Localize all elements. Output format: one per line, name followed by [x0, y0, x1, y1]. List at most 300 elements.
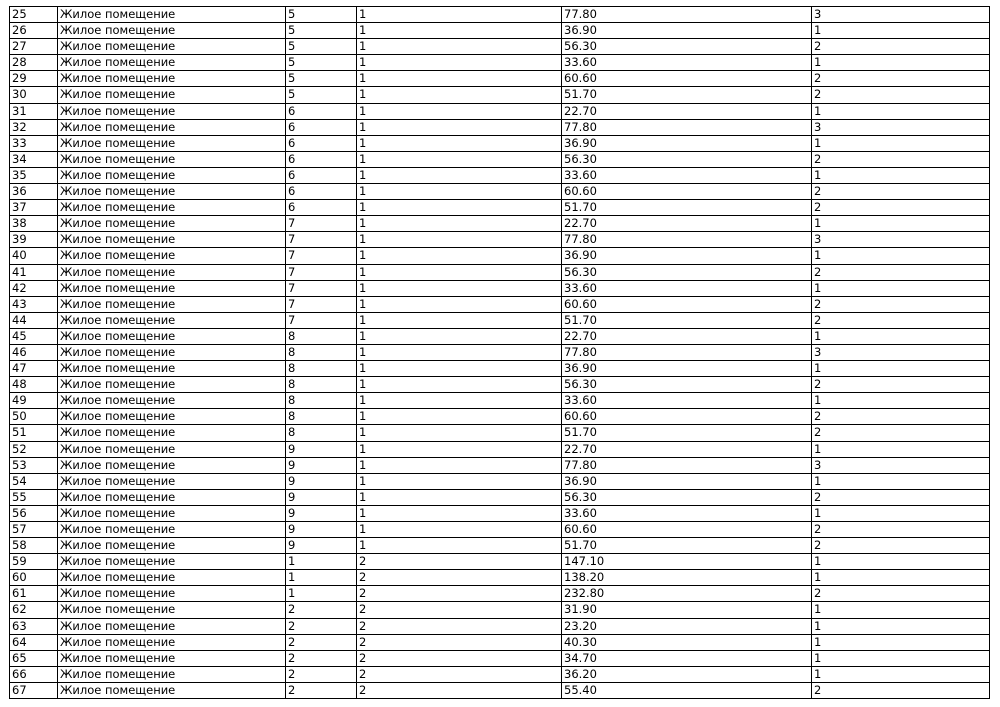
- rooms-cell: 2: [812, 538, 990, 554]
- table-row: [10, 570, 990, 586]
- premises-type-cell: Жилое помещение: [58, 216, 286, 232]
- table-row: [10, 344, 990, 360]
- section-cell: 1: [357, 216, 562, 232]
- area-cell: 33.60: [562, 393, 812, 409]
- table-row: [10, 522, 990, 538]
- table-row: [10, 441, 990, 457]
- rooms-cell: 1: [812, 361, 990, 377]
- rooms-cell: 1: [812, 666, 990, 682]
- rooms-cell: 1: [812, 167, 990, 183]
- premises-type-cell: Жилое помещение: [58, 554, 286, 570]
- section-cell: 1: [357, 473, 562, 489]
- area-cell: 34.70: [562, 650, 812, 666]
- table-row: [10, 377, 990, 393]
- rooms-cell: 2: [812, 489, 990, 505]
- floor-cell: 7: [286, 248, 357, 264]
- floor-cell: 8: [286, 409, 357, 425]
- floor-cell: 2: [286, 634, 357, 650]
- premises-type-cell: Жилое помещение: [58, 409, 286, 425]
- section-cell: 1: [357, 151, 562, 167]
- rooms-cell: 3: [812, 344, 990, 360]
- row-number-cell: 28: [10, 55, 58, 71]
- area-cell: 22.70: [562, 441, 812, 457]
- premises-type-cell: Жилое помещение: [58, 296, 286, 312]
- table-row: [10, 7, 990, 23]
- area-cell: 33.60: [562, 505, 812, 521]
- area-cell: 31.90: [562, 602, 812, 618]
- floor-cell: 9: [286, 522, 357, 538]
- section-cell: 2: [357, 586, 562, 602]
- row-number-cell: 35: [10, 167, 58, 183]
- premises-type-cell: Жилое помещение: [58, 618, 286, 634]
- table-row: [10, 538, 990, 554]
- row-number-cell: 63: [10, 618, 58, 634]
- premises-type-cell: Жилое помещение: [58, 586, 286, 602]
- section-cell: 1: [357, 441, 562, 457]
- row-number-cell: 61: [10, 586, 58, 602]
- section-cell: 1: [357, 312, 562, 328]
- rooms-cell: 3: [812, 232, 990, 248]
- premises-type-cell: Жилое помещение: [58, 280, 286, 296]
- table-row: [10, 103, 990, 119]
- section-cell: 1: [357, 232, 562, 248]
- rooms-cell: 1: [812, 505, 990, 521]
- premises-type-cell: Жилое помещение: [58, 39, 286, 55]
- section-cell: 1: [357, 409, 562, 425]
- section-cell: 1: [357, 489, 562, 505]
- section-cell: 1: [357, 87, 562, 103]
- table-row: [10, 650, 990, 666]
- area-cell: 77.80: [562, 344, 812, 360]
- section-cell: 1: [357, 328, 562, 344]
- section-cell: 2: [357, 666, 562, 682]
- section-cell: 1: [357, 184, 562, 200]
- premises-type-cell: Жилое помещение: [58, 184, 286, 200]
- table-row: [10, 618, 990, 634]
- premises-table-body: [10, 7, 990, 699]
- premises-type-cell: Жилое помещение: [58, 344, 286, 360]
- section-cell: 1: [357, 39, 562, 55]
- floor-cell: 2: [286, 602, 357, 618]
- table-row: [10, 328, 990, 344]
- rooms-cell: 1: [812, 554, 990, 570]
- rooms-cell: 3: [812, 457, 990, 473]
- table-row: [10, 119, 990, 135]
- area-cell: 33.60: [562, 280, 812, 296]
- area-cell: 56.30: [562, 39, 812, 55]
- row-number-cell: 48: [10, 377, 58, 393]
- rooms-cell: 2: [812, 200, 990, 216]
- row-number-cell: 29: [10, 71, 58, 87]
- floor-cell: 5: [286, 87, 357, 103]
- table-row: [10, 586, 990, 602]
- table-row: [10, 554, 990, 570]
- row-number-cell: 26: [10, 23, 58, 39]
- floor-cell: 6: [286, 103, 357, 119]
- section-cell: 1: [357, 23, 562, 39]
- row-number-cell: 55: [10, 489, 58, 505]
- rooms-cell: 2: [812, 586, 990, 602]
- row-number-cell: 27: [10, 39, 58, 55]
- premises-type-cell: Жилое помещение: [58, 328, 286, 344]
- rooms-cell: 1: [812, 103, 990, 119]
- rooms-cell: 1: [812, 618, 990, 634]
- row-number-cell: 30: [10, 87, 58, 103]
- premises-type-cell: Жилое помещение: [58, 505, 286, 521]
- floor-cell: 7: [286, 232, 357, 248]
- area-cell: 40.30: [562, 634, 812, 650]
- premises-type-cell: Жилое помещение: [58, 119, 286, 135]
- table-row: [10, 71, 990, 87]
- section-cell: 2: [357, 554, 562, 570]
- premises-type-cell: Жилое помещение: [58, 135, 286, 151]
- row-number-cell: 58: [10, 538, 58, 554]
- area-cell: 22.70: [562, 103, 812, 119]
- row-number-cell: 43: [10, 296, 58, 312]
- row-number-cell: 57: [10, 522, 58, 538]
- rooms-cell: 2: [812, 71, 990, 87]
- premises-type-cell: Жилое помещение: [58, 87, 286, 103]
- floor-cell: 9: [286, 505, 357, 521]
- premises-type-cell: Жилое помещение: [58, 7, 286, 23]
- floor-cell: 7: [286, 280, 357, 296]
- table-row: [10, 55, 990, 71]
- rooms-cell: 1: [812, 248, 990, 264]
- premises-type-cell: Жилое помещение: [58, 441, 286, 457]
- row-number-cell: 56: [10, 505, 58, 521]
- premises-type-cell: Жилое помещение: [58, 682, 286, 698]
- row-number-cell: 60: [10, 570, 58, 586]
- row-number-cell: 36: [10, 184, 58, 200]
- area-cell: 56.30: [562, 489, 812, 505]
- floor-cell: 9: [286, 538, 357, 554]
- row-number-cell: 45: [10, 328, 58, 344]
- premises-type-cell: Жилое помещение: [58, 457, 286, 473]
- row-number-cell: 33: [10, 135, 58, 151]
- section-cell: 2: [357, 650, 562, 666]
- area-cell: 33.60: [562, 55, 812, 71]
- area-cell: 51.70: [562, 538, 812, 554]
- floor-cell: 5: [286, 23, 357, 39]
- premises-type-cell: Жилое помещение: [58, 666, 286, 682]
- section-cell: 1: [357, 248, 562, 264]
- area-cell: 60.60: [562, 522, 812, 538]
- rooms-cell: 1: [812, 393, 990, 409]
- floor-cell: 9: [286, 441, 357, 457]
- floor-cell: 6: [286, 151, 357, 167]
- rooms-cell: 2: [812, 264, 990, 280]
- floor-cell: 5: [286, 39, 357, 55]
- table-row: [10, 200, 990, 216]
- area-cell: 36.90: [562, 361, 812, 377]
- row-number-cell: 66: [10, 666, 58, 682]
- row-number-cell: 52: [10, 441, 58, 457]
- floor-cell: 6: [286, 200, 357, 216]
- section-cell: 1: [357, 7, 562, 23]
- floor-cell: 9: [286, 473, 357, 489]
- area-cell: 232.80: [562, 586, 812, 602]
- floor-cell: 9: [286, 489, 357, 505]
- area-cell: 60.60: [562, 409, 812, 425]
- floor-cell: 5: [286, 55, 357, 71]
- premises-table: [9, 6, 990, 699]
- floor-cell: 6: [286, 184, 357, 200]
- area-cell: 60.60: [562, 184, 812, 200]
- row-number-cell: 34: [10, 151, 58, 167]
- row-number-cell: 39: [10, 232, 58, 248]
- area-cell: 23.20: [562, 618, 812, 634]
- table-row: [10, 361, 990, 377]
- table-row: [10, 248, 990, 264]
- rooms-cell: 1: [812, 328, 990, 344]
- floor-cell: 8: [286, 328, 357, 344]
- row-number-cell: 47: [10, 361, 58, 377]
- table-row: [10, 682, 990, 698]
- area-cell: 36.20: [562, 666, 812, 682]
- table-row: [10, 634, 990, 650]
- rooms-cell: 2: [812, 184, 990, 200]
- area-cell: 56.30: [562, 264, 812, 280]
- rooms-cell: 2: [812, 296, 990, 312]
- row-number-cell: 41: [10, 264, 58, 280]
- row-number-cell: 50: [10, 409, 58, 425]
- premises-type-cell: Жилое помещение: [58, 55, 286, 71]
- floor-cell: 7: [286, 312, 357, 328]
- area-cell: 51.70: [562, 87, 812, 103]
- area-cell: 51.70: [562, 200, 812, 216]
- section-cell: 1: [357, 457, 562, 473]
- premises-type-cell: Жилое помещение: [58, 23, 286, 39]
- table-row: [10, 296, 990, 312]
- floor-cell: 2: [286, 650, 357, 666]
- table-row: [10, 505, 990, 521]
- row-number-cell: 49: [10, 393, 58, 409]
- rooms-cell: 1: [812, 55, 990, 71]
- premises-type-cell: Жилое помещение: [58, 602, 286, 618]
- area-cell: 55.40: [562, 682, 812, 698]
- premises-type-cell: Жилое помещение: [58, 425, 286, 441]
- row-number-cell: 37: [10, 200, 58, 216]
- floor-cell: 1: [286, 586, 357, 602]
- area-cell: 51.70: [562, 312, 812, 328]
- rooms-cell: 1: [812, 280, 990, 296]
- section-cell: 1: [357, 361, 562, 377]
- section-cell: 1: [357, 344, 562, 360]
- row-number-cell: 64: [10, 634, 58, 650]
- floor-cell: 8: [286, 344, 357, 360]
- section-cell: 1: [357, 505, 562, 521]
- rooms-cell: 1: [812, 570, 990, 586]
- floor-cell: 6: [286, 135, 357, 151]
- area-cell: 138.20: [562, 570, 812, 586]
- section-cell: 1: [357, 135, 562, 151]
- section-cell: 2: [357, 570, 562, 586]
- area-cell: 77.80: [562, 457, 812, 473]
- area-cell: 22.70: [562, 328, 812, 344]
- table-row: [10, 425, 990, 441]
- row-number-cell: 42: [10, 280, 58, 296]
- premises-table-page: [9, 6, 989, 699]
- rooms-cell: 2: [812, 682, 990, 698]
- table-row: [10, 280, 990, 296]
- section-cell: 2: [357, 602, 562, 618]
- floor-cell: 1: [286, 554, 357, 570]
- table-row: [10, 489, 990, 505]
- floor-cell: 8: [286, 377, 357, 393]
- section-cell: 1: [357, 167, 562, 183]
- section-cell: 1: [357, 71, 562, 87]
- area-cell: 56.30: [562, 377, 812, 393]
- section-cell: 1: [357, 393, 562, 409]
- floor-cell: 2: [286, 618, 357, 634]
- area-cell: 60.60: [562, 71, 812, 87]
- row-number-cell: 59: [10, 554, 58, 570]
- table-row: [10, 23, 990, 39]
- premises-type-cell: Жилое помещение: [58, 248, 286, 264]
- premises-type-cell: Жилое помещение: [58, 634, 286, 650]
- table-row: [10, 393, 990, 409]
- section-cell: 1: [357, 522, 562, 538]
- table-row: [10, 312, 990, 328]
- premises-type-cell: Жилое помещение: [58, 377, 286, 393]
- rooms-cell: 2: [812, 425, 990, 441]
- section-cell: 1: [357, 119, 562, 135]
- area-cell: 60.60: [562, 296, 812, 312]
- floor-cell: 1: [286, 570, 357, 586]
- table-row: [10, 457, 990, 473]
- table-row: [10, 409, 990, 425]
- table-row: [10, 473, 990, 489]
- floor-cell: 5: [286, 71, 357, 87]
- floor-cell: 2: [286, 666, 357, 682]
- area-cell: 77.80: [562, 7, 812, 23]
- area-cell: 22.70: [562, 216, 812, 232]
- rooms-cell: 1: [812, 441, 990, 457]
- premises-type-cell: Жилое помещение: [58, 538, 286, 554]
- area-cell: 51.70: [562, 425, 812, 441]
- row-number-cell: 54: [10, 473, 58, 489]
- premises-type-cell: Жилое помещение: [58, 103, 286, 119]
- section-cell: 1: [357, 296, 562, 312]
- section-cell: 1: [357, 103, 562, 119]
- row-number-cell: 25: [10, 7, 58, 23]
- row-number-cell: 31: [10, 103, 58, 119]
- table-row: [10, 602, 990, 618]
- section-cell: 2: [357, 618, 562, 634]
- rooms-cell: 2: [812, 151, 990, 167]
- row-number-cell: 32: [10, 119, 58, 135]
- rooms-cell: 1: [812, 23, 990, 39]
- table-row: [10, 232, 990, 248]
- table-row: [10, 39, 990, 55]
- area-cell: 33.60: [562, 167, 812, 183]
- table-row: [10, 216, 990, 232]
- row-number-cell: 67: [10, 682, 58, 698]
- table-row: [10, 184, 990, 200]
- table-row: [10, 167, 990, 183]
- rooms-cell: 3: [812, 7, 990, 23]
- section-cell: 1: [357, 200, 562, 216]
- area-cell: 36.90: [562, 135, 812, 151]
- table-row: [10, 87, 990, 103]
- area-cell: 77.80: [562, 119, 812, 135]
- premises-type-cell: Жилое помещение: [58, 473, 286, 489]
- premises-type-cell: Жилое помещение: [58, 361, 286, 377]
- premises-type-cell: Жилое помещение: [58, 232, 286, 248]
- rooms-cell: 2: [812, 87, 990, 103]
- rooms-cell: 2: [812, 522, 990, 538]
- rooms-cell: 1: [812, 650, 990, 666]
- floor-cell: 8: [286, 425, 357, 441]
- section-cell: 2: [357, 634, 562, 650]
- area-cell: 36.90: [562, 248, 812, 264]
- area-cell: 56.30: [562, 151, 812, 167]
- table-row: [10, 151, 990, 167]
- premises-type-cell: Жилое помещение: [58, 151, 286, 167]
- section-cell: 1: [357, 264, 562, 280]
- rooms-cell: 1: [812, 135, 990, 151]
- rooms-cell: 1: [812, 473, 990, 489]
- floor-cell: 8: [286, 361, 357, 377]
- row-number-cell: 40: [10, 248, 58, 264]
- row-number-cell: 44: [10, 312, 58, 328]
- premises-type-cell: Жилое помещение: [58, 570, 286, 586]
- rooms-cell: 1: [812, 602, 990, 618]
- row-number-cell: 38: [10, 216, 58, 232]
- floor-cell: 7: [286, 216, 357, 232]
- premises-type-cell: Жилое помещение: [58, 312, 286, 328]
- rooms-cell: 2: [812, 377, 990, 393]
- row-number-cell: 46: [10, 344, 58, 360]
- area-cell: 36.90: [562, 473, 812, 489]
- section-cell: 1: [357, 280, 562, 296]
- premises-type-cell: Жилое помещение: [58, 393, 286, 409]
- premises-type-cell: Жилое помещение: [58, 522, 286, 538]
- rooms-cell: 1: [812, 216, 990, 232]
- section-cell: 1: [357, 425, 562, 441]
- area-cell: 147.10: [562, 554, 812, 570]
- row-number-cell: 65: [10, 650, 58, 666]
- floor-cell: 6: [286, 167, 357, 183]
- rooms-cell: 2: [812, 39, 990, 55]
- row-number-cell: 62: [10, 602, 58, 618]
- floor-cell: 9: [286, 457, 357, 473]
- area-cell: 36.90: [562, 23, 812, 39]
- table-row: [10, 666, 990, 682]
- floor-cell: 6: [286, 119, 357, 135]
- floor-cell: 7: [286, 296, 357, 312]
- floor-cell: 5: [286, 7, 357, 23]
- premises-type-cell: Жилое помещение: [58, 71, 286, 87]
- section-cell: 2: [357, 682, 562, 698]
- rooms-cell: 2: [812, 312, 990, 328]
- premises-type-cell: Жилое помещение: [58, 200, 286, 216]
- floor-cell: 2: [286, 682, 357, 698]
- premises-type-cell: Жилое помещение: [58, 167, 286, 183]
- section-cell: 1: [357, 55, 562, 71]
- rooms-cell: 3: [812, 119, 990, 135]
- area-cell: 77.80: [562, 232, 812, 248]
- table-row: [10, 135, 990, 151]
- rooms-cell: 2: [812, 409, 990, 425]
- row-number-cell: 51: [10, 425, 58, 441]
- table-row: [10, 264, 990, 280]
- premises-type-cell: Жилое помещение: [58, 650, 286, 666]
- row-number-cell: 53: [10, 457, 58, 473]
- rooms-cell: 1: [812, 634, 990, 650]
- premises-type-cell: Жилое помещение: [58, 264, 286, 280]
- floor-cell: 7: [286, 264, 357, 280]
